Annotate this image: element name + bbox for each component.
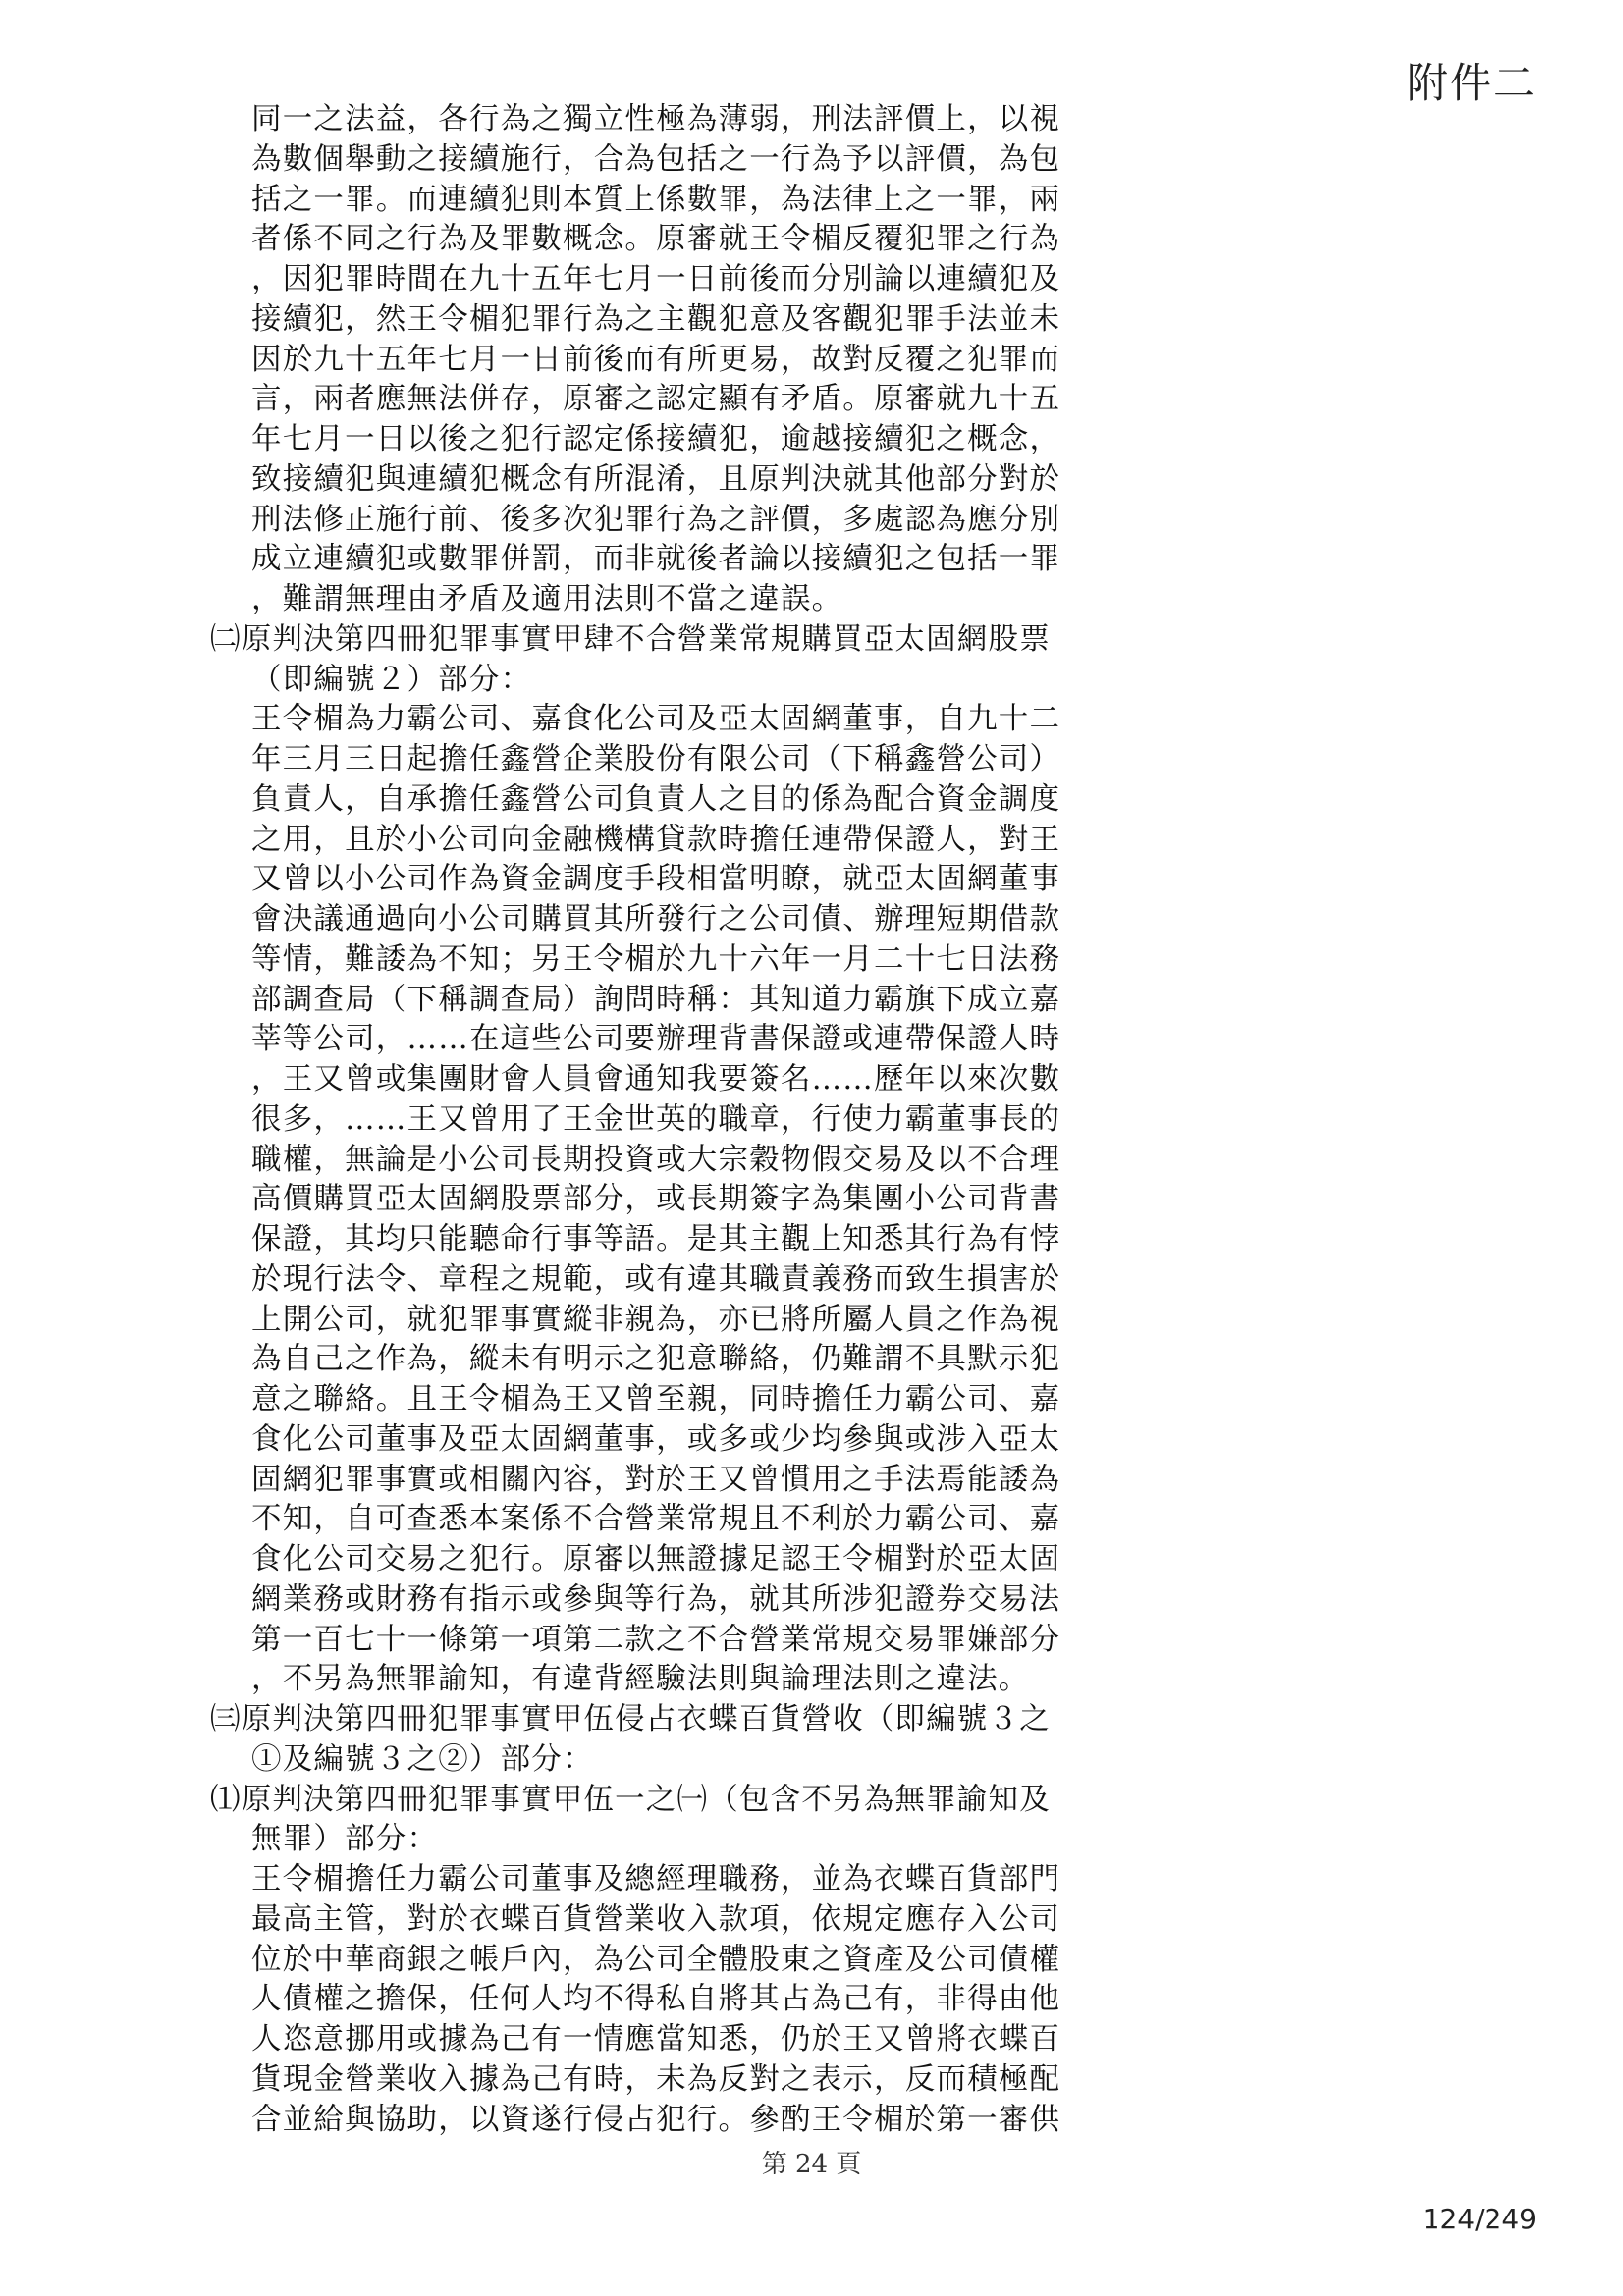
text-line: 最高主管，對於衣蝶百貨營業收入款項，依規定應存入公司: [251, 1901, 1061, 1937]
text-line: 很多，……王又曾用了王金世英的職章，行使力霸董事長的: [251, 1101, 1061, 1137]
text-line: 意之聯絡。且王令楣為王又曾至親，同時擔任力霸公司、嘉: [251, 1382, 1061, 1416]
text-line: 食化公司交易之犯行。原審以無證據足認王令楣對於亞太固: [251, 1542, 1061, 1576]
text-line: 於現行法令、章程之規範，或有違其職責義務而致生損害於: [251, 1261, 1061, 1297]
text-line: 職權，無論是小公司長期投資或大宗穀物假交易及以不合理: [251, 1142, 1061, 1177]
text-line: 又曾以小公司作為資金調度手段相當明瞭，就亞太固網董事: [251, 862, 1061, 897]
text-line: 年七月一日以後之犯行認定係接續犯，逾越接續犯之概念，: [251, 422, 1061, 456]
text-line: 致接續犯與連續犯概念有所混淆，且原判決就其他部分對於: [251, 461, 1061, 497]
text-line: 網業務或財務有指示或參與等行為，就其所涉犯證券交易法: [251, 1581, 1061, 1617]
text-line: 王令楣擔任力霸公司董事及總經理職務，並為衣蝶百貨部門: [251, 1862, 1061, 1896]
text-line: ，因犯罪時間在九十五年七月一日前後而分別論以連續犯及: [251, 262, 1061, 296]
text-line: 同一之法益，各行為之獨立性極為薄弱，刑法評價上，以視: [251, 102, 1061, 136]
text-line: 為自己之作為，縱未有明示之犯意聯絡，仍難謂不具默示犯: [251, 1342, 1061, 1377]
text-line: 固網犯罪事實或相關內容，對於王又曾慣用之手法焉能諉為: [251, 1462, 1061, 1497]
page-number: 第 24 頁: [761, 2150, 862, 2179]
text-line: 合並給與協助，以資遂行侵占犯行。參酌王令楣於第一審供: [251, 2102, 1061, 2137]
text-line: 保證，其均只能聽命行事等語。是其主觀上知悉其行為有悖: [251, 1222, 1061, 1256]
text-line: ①及編號３之②）部分：: [251, 1741, 594, 1777]
text-line: 之用，且於小公司向金融機構貸款時擔任連帶保證人，對王: [251, 822, 1061, 857]
text-line: ㈢原判決第四冊犯罪事實甲伍侵占衣蝶百貨營收（即編號３之: [210, 1702, 1051, 1736]
text-line: （即編號２）部分：: [251, 662, 532, 697]
text-line: 負責人，自承擔任鑫營公司負責人之目的係為配合資金調度: [251, 781, 1061, 817]
text-line: 會決議通過向小公司購買其所發行之公司債、辦理短期借款: [251, 902, 1061, 936]
text-line: 無罪）部分：: [251, 1822, 439, 1857]
text-line: ，不另為無罪諭知，有違背經驗法則與論理法則之違法。: [251, 1662, 1030, 1697]
text-line: 接續犯，然王令楣犯罪行為之主觀犯意及客觀犯罪手法並未: [251, 301, 1061, 337]
text-line: 等情，難諉為不知；另王令楣於九十六年一月二十七日法務: [251, 941, 1061, 977]
text-line: 不知，自可查悉本案係不合營業常規且不利於力霸公司、嘉: [251, 1502, 1061, 1537]
text-line: 因於九十五年七月一日前後而有所更易，故對反覆之犯罪而: [251, 342, 1061, 377]
text-line: 者係不同之行為及罪數概念。原審就王令楣反覆犯罪之行為: [251, 222, 1061, 257]
text-line: 食化公司董事及亞太固網董事，或多或少均參與或涉入亞太: [251, 1421, 1061, 1457]
text-line: 貨現金營業收入據為己有時，未為反對之表示，反而積極配: [251, 2061, 1061, 2097]
text-line: 成立連續犯或數罪併罰，而非就後者論以接續犯之包括一罪: [251, 542, 1061, 577]
text-line: 言，兩者應無法併存，原審之認定顯有矛盾。原審就九十五: [251, 382, 1061, 417]
text-line: 年三月三日起擔任鑫營企業股份有限公司（下稱鑫營公司）: [251, 742, 1061, 776]
text-line: ，難謂無理由矛盾及適用法則不當之違誤。: [251, 582, 843, 616]
text-line: 部調查局（下稱調查局）詢問時稱：其知道力霸旗下成立嘉: [251, 982, 1061, 1017]
text-line: 括之一罪。而連續犯則本質上係數罪，為法律上之一罪，兩: [251, 182, 1061, 217]
text-line: 位於中華商銀之帳戶內，為公司全體股東之資產及公司債權: [251, 1942, 1061, 1977]
text-line: 高價購買亞太固網股票部分，或長期簽字為集團小公司背書: [251, 1182, 1061, 1217]
page-count: 124/249: [1422, 2203, 1537, 2235]
text-line: 王令楣為力霸公司、嘉食化公司及亞太固網董事，自九十二: [251, 702, 1061, 737]
text-line: 上開公司，就犯罪事實縱非親為，亦已將所屬人員之作為視: [251, 1302, 1061, 1337]
text-line: ，王又曾或集團財會人員會通知我要簽名……歷年以來次數: [251, 1062, 1061, 1096]
text-line: ⑴原判決第四冊犯罪事實甲伍一之㈠（包含不另為無罪諭知及: [210, 1782, 1051, 1817]
text-line: 為數個舉動之接續施行，合為包括之一行為予以評價，為包: [251, 141, 1061, 177]
text-line: 刑法修正施行前、後多次犯罪行為之評價，多處認為應分別: [251, 502, 1061, 537]
text-line: 人恣意挪用或據為己有一情應當知悉，仍於王又曾將衣蝶百: [251, 2022, 1061, 2056]
text-line: 人債權之擔保，任何人均不得私自將其占為己有，非得由他: [251, 1982, 1061, 2017]
text-line: 第一百七十一條第一項第二款之不合營業常規交易罪嫌部分: [251, 1622, 1061, 1657]
text-line: 莘等公司，……在這些公司要辦理背書保證或連帶保證人時: [251, 1022, 1061, 1057]
text-line: ㈡原判決第四冊犯罪事實甲肆不合營業常規購買亞太固網股票: [210, 621, 1051, 657]
annex-label: 附件二: [1406, 59, 1537, 107]
